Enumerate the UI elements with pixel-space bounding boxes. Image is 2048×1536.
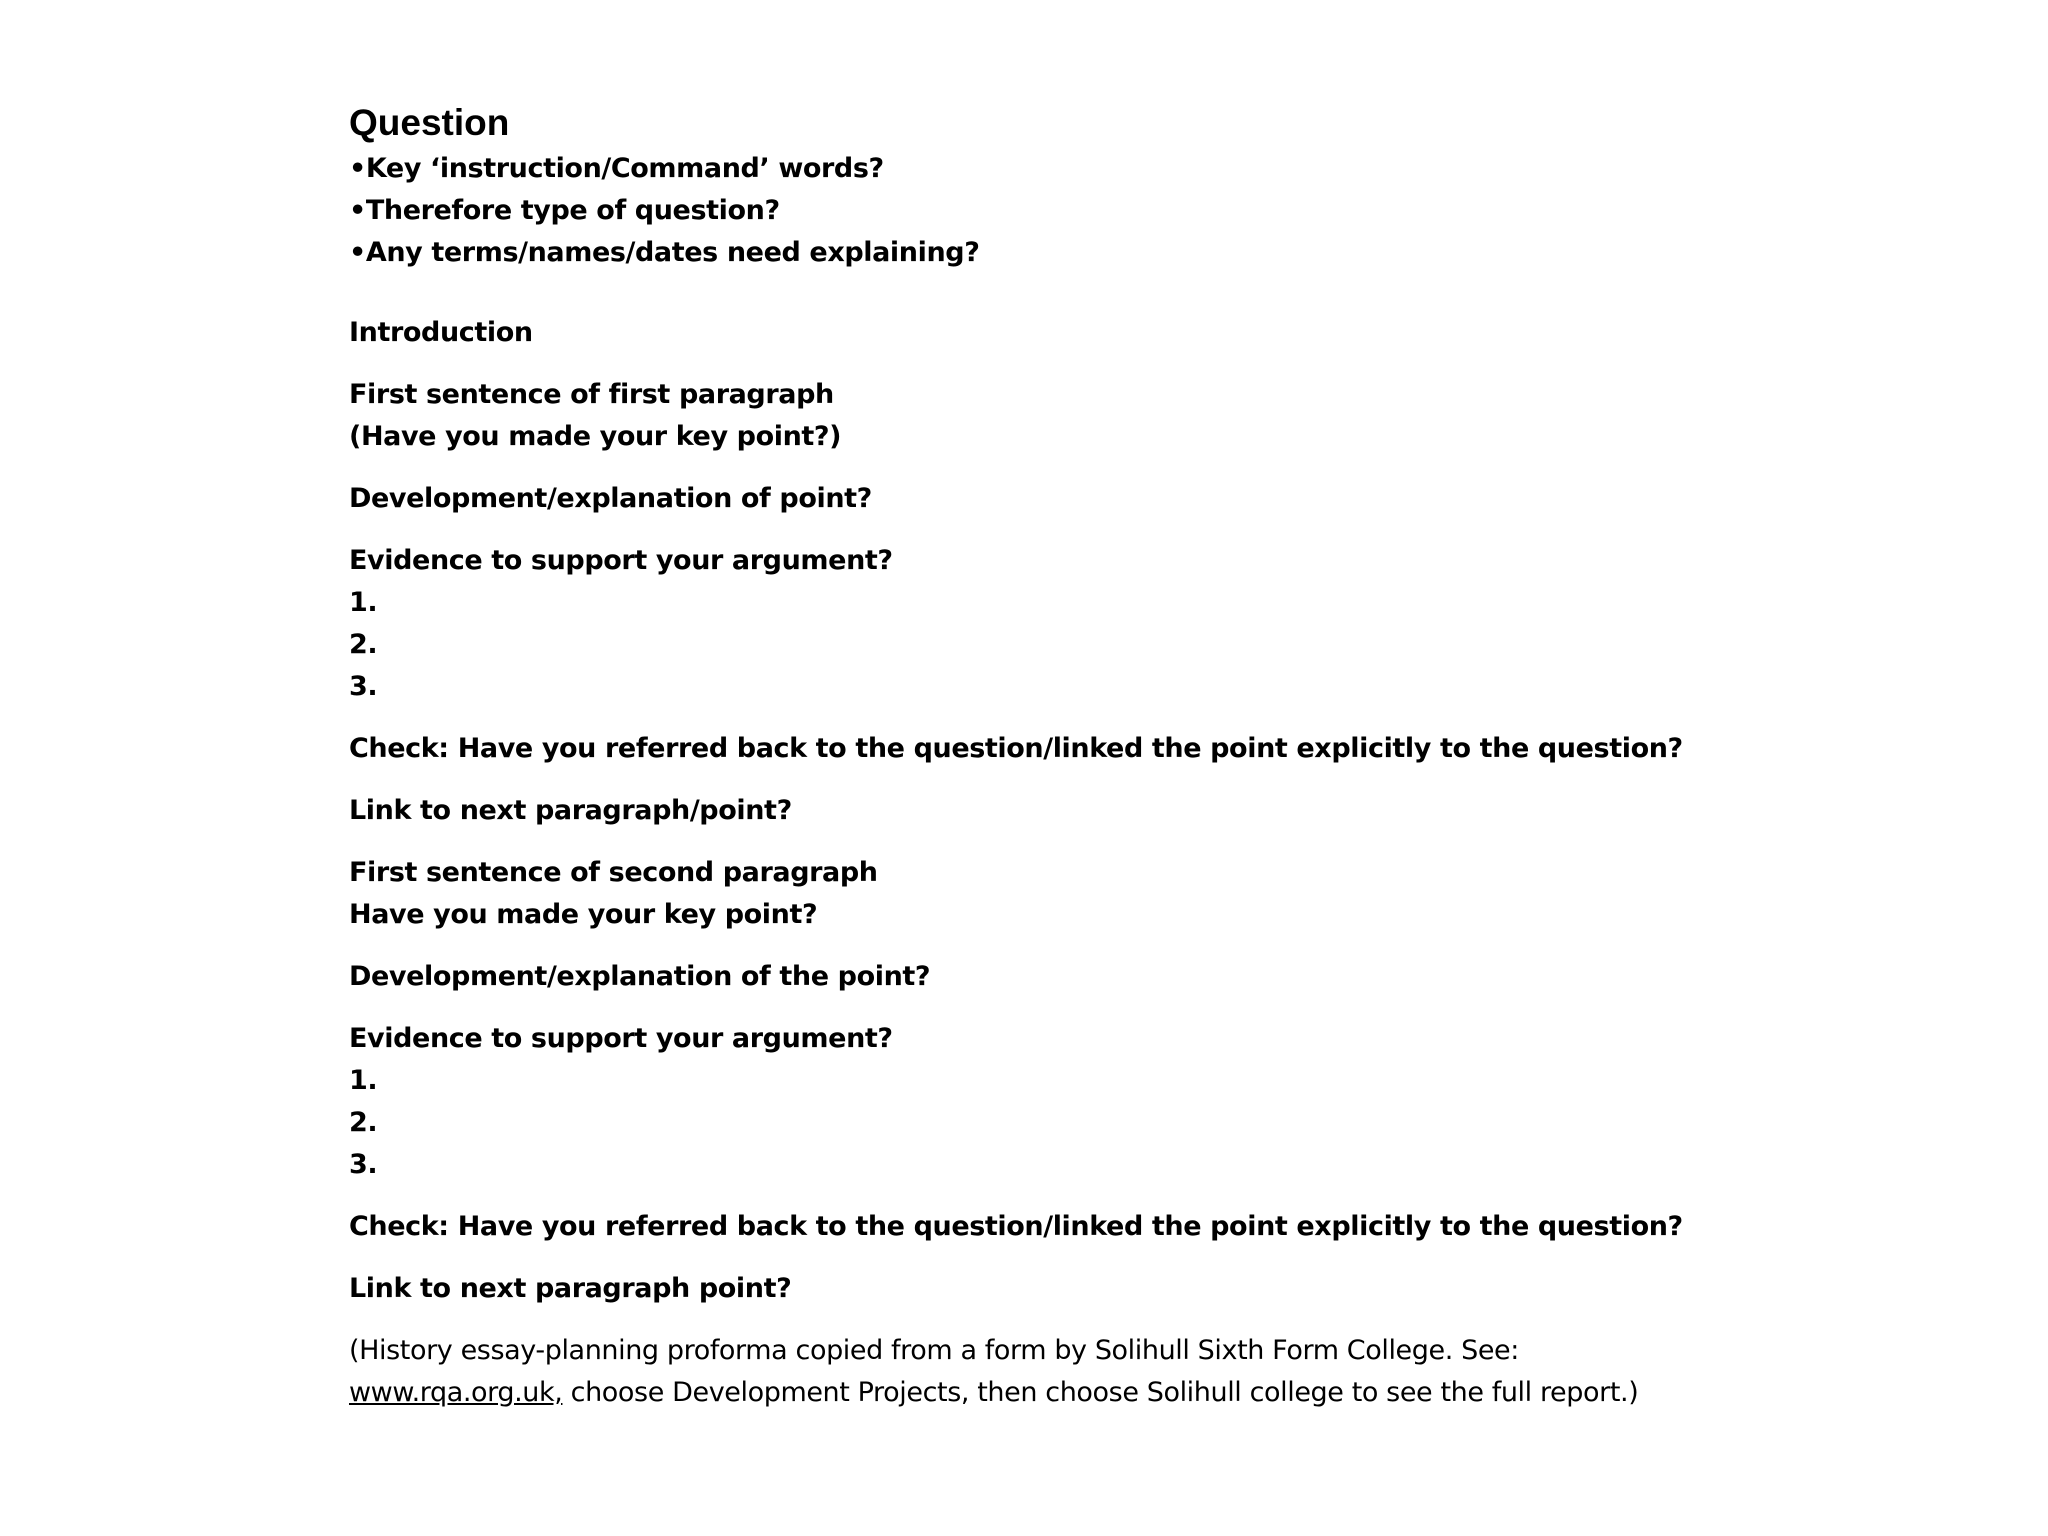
spacer bbox=[349, 1186, 1709, 1206]
p2-key-point: Have you made your key point? bbox=[349, 899, 818, 930]
p1-check: Check: Have you referred back to the question/linked the point explicitly to the question? bbox=[349, 733, 1683, 764]
p2-evidence-item: 1. bbox=[349, 1065, 378, 1096]
bullet-item: •Therefore type of question? bbox=[349, 195, 780, 226]
bullet-item: •Key ‘instruction/Command’ words? bbox=[349, 153, 884, 184]
spacer bbox=[349, 832, 1709, 852]
p1-development: Development/explanation of point? bbox=[349, 483, 872, 514]
source-note bbox=[349, 1330, 1669, 1414]
bullet-item: •Any terms/names/dates need explaining? bbox=[349, 237, 980, 268]
spacer bbox=[349, 520, 1709, 540]
p1-evidence: Evidence to support your argument? bbox=[349, 545, 893, 576]
p1-key-point: (Have you made your key point?) bbox=[349, 421, 842, 452]
spacer bbox=[349, 708, 1709, 728]
p2-evidence-item: 3. bbox=[349, 1149, 378, 1180]
source-note-text: (History essay-planning proforma copied from a form by Solihull Sixth Form College. See: bbox=[349, 1335, 1519, 1366]
p1-link: Link to next paragraph/point? bbox=[349, 795, 792, 826]
spacer bbox=[349, 274, 1709, 312]
p1-evidence-item: 3. bbox=[349, 671, 378, 702]
spacer bbox=[349, 936, 1709, 956]
spacer bbox=[349, 1248, 1709, 1268]
document-page bbox=[349, 100, 1709, 1414]
p2-evidence-item: 2. bbox=[349, 1107, 378, 1138]
source-link[interactable]: www.rqa.org.uk, bbox=[349, 1377, 563, 1408]
spacer bbox=[349, 354, 1709, 374]
p1-evidence-item: 2. bbox=[349, 629, 378, 660]
section-introduction: Introduction bbox=[349, 317, 533, 348]
p2-link: Link to next paragraph point? bbox=[349, 1273, 792, 1304]
spacer bbox=[349, 998, 1709, 1018]
spacer bbox=[349, 458, 1709, 478]
source-note-text: choose Development Projects, then choose Solihull college to see the full report.) bbox=[562, 1377, 1639, 1408]
spacer bbox=[349, 1310, 1709, 1330]
p2-development: Development/explanation of the point? bbox=[349, 961, 931, 992]
p2-evidence: Evidence to support your argument? bbox=[349, 1023, 893, 1054]
page-title: Question bbox=[349, 102, 510, 143]
p1-first-sentence: First sentence of first paragraph bbox=[349, 379, 834, 410]
spacer bbox=[349, 770, 1709, 790]
p2-first-sentence: First sentence of second paragraph bbox=[349, 857, 878, 888]
p2-check: Check: Have you referred back to the question/linked the point explicitly to the question? bbox=[349, 1211, 1683, 1242]
p1-evidence-item: 1. bbox=[349, 587, 378, 618]
